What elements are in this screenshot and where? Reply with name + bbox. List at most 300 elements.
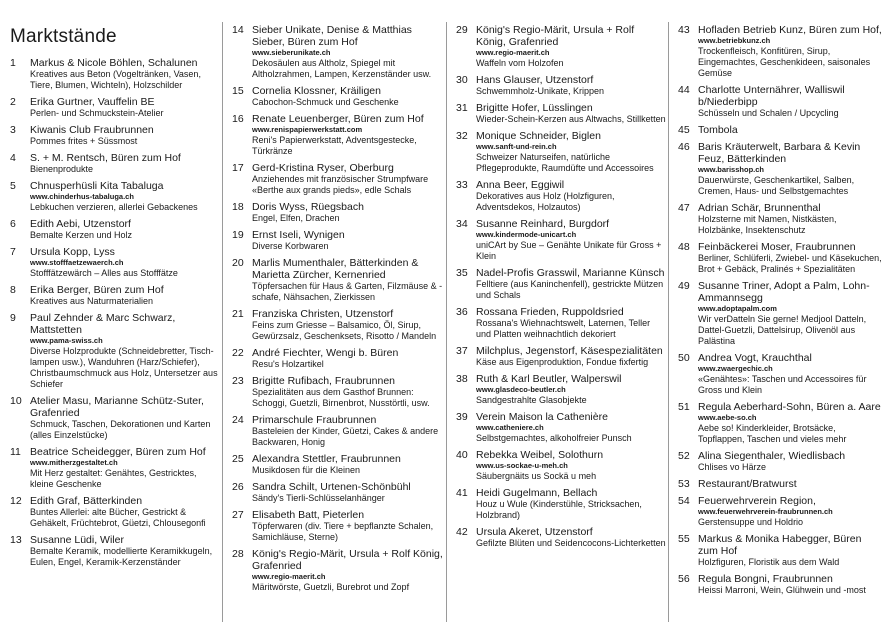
column-1 <box>10 24 220 573</box>
stand-name: Charlotte Unternährer, Walliswil b/Niederbipp <box>698 84 845 108</box>
stand-number: 25 <box>232 453 244 465</box>
stand-description: Rossana's Wiehnachtswelt, Laternen, Teller und Platten weihnachtlich dekoriert <box>476 318 651 339</box>
market-stand-entry <box>10 495 220 529</box>
stand-details <box>30 495 220 529</box>
stand-description: Wieder-Schein-Kerzen aus Altwachs, Stillketten <box>476 114 666 124</box>
market-stand-entry <box>232 85 444 108</box>
stand-name: Feinbäckerei Moser, Fraubrunnen <box>698 241 856 253</box>
stand-number: 50 <box>678 352 690 364</box>
stand-description: Bienenprodukte <box>30 164 94 174</box>
stand-details <box>698 241 883 275</box>
stand-number: 28 <box>232 548 244 560</box>
market-stand-entry <box>456 487 666 521</box>
stand-name: Edith Aebi, Utzenstorf <box>30 218 131 230</box>
stand-details <box>252 308 444 342</box>
stand-description: Resu's Holzartikel <box>252 359 324 369</box>
stand-details <box>476 526 666 549</box>
stand-name: André Fiechter, Wengi b. Büren <box>252 347 399 359</box>
market-stand-entry <box>456 411 666 444</box>
stand-details <box>698 141 883 197</box>
stand-details <box>30 218 220 241</box>
stand-description: Lebkuchen verzieren, allerlei Gebackenes <box>30 202 198 212</box>
stand-description: «Genähtes»: Taschen und Accessoires für Gross und Klein <box>698 374 867 395</box>
stand-details <box>476 102 666 125</box>
stand-name: Alina Siegenthaler, Wiedlisbach <box>698 450 846 462</box>
stand-description: Kreatives aus Beton (Vogeltränken, Vasen, Tiere, Blumen, Wichteln), Holzschilder <box>30 69 201 90</box>
stand-number: 8 <box>10 284 16 296</box>
stand-name: Hofladen Betrieb Kunz, Büren zum Hof, <box>698 24 882 36</box>
market-stand-entry <box>10 180 220 213</box>
market-stand-entry <box>232 414 444 448</box>
stand-details <box>476 306 666 340</box>
stand-number: 42 <box>456 526 468 538</box>
stand-name: Cornelia Klossner, Kräiligen <box>252 85 381 97</box>
stand-name: Adrian Schär, Brunnenthal <box>698 202 821 214</box>
stand-name: Regula Bongni, Fraubrunnen <box>698 573 833 585</box>
market-stand-entry <box>678 241 883 275</box>
market-stand-entry <box>456 102 666 125</box>
stand-description: Töpfersachen für Haus & Garten, Filzmäuse & -schafe, Nähsachen, Zierkissen <box>252 281 443 302</box>
stand-name: S. + M. Rentsch, Büren zum Hof <box>30 152 181 164</box>
market-stand-entry <box>10 446 220 490</box>
stand-description: Töpferwaren (div. Tiere + bepflanzte Schalen, Samichläuse, Sterne) <box>252 521 434 542</box>
market-stand-entry <box>456 218 666 262</box>
stand-website: www.zwaergechic.ch <box>698 364 773 373</box>
stand-name: Ursula Kopp, Lyss <box>30 246 115 258</box>
stand-number: 54 <box>678 495 690 507</box>
stand-number: 3 <box>10 124 16 136</box>
stand-description: Wir verDatteln Sie gerne! Medjool Datteln, Dattel-Guetzli, Dattelsirup, Olivenöl aus Palästina <box>698 314 867 346</box>
column-divider <box>222 22 223 622</box>
stand-number: 41 <box>456 487 468 499</box>
stand-name: Susanne Lüdi, Wiler <box>30 534 124 546</box>
market-stand-entry <box>678 495 883 528</box>
market-stand-entry <box>10 152 220 175</box>
stand-number: 49 <box>678 280 690 292</box>
stand-number: 6 <box>10 218 16 230</box>
stand-details <box>30 57 220 91</box>
stand-details <box>698 478 883 490</box>
stand-number: 26 <box>232 481 244 493</box>
stand-description: Cabochon-Schmuck und Geschenke <box>252 97 399 107</box>
stand-name: Sandra Schilt, Urtenen-Schönbühl <box>252 481 411 493</box>
stand-description: Kreatives aus Naturmaterialien <box>30 296 154 306</box>
market-stand-entry <box>678 450 883 473</box>
stand-description: Heissi Marroni, Wein, Glühwein und -most <box>698 585 866 595</box>
market-stand-entry <box>678 478 883 490</box>
stand-website: www.pama-swiss.ch <box>30 336 103 345</box>
stand-details <box>252 257 444 303</box>
stand-details <box>476 218 666 262</box>
stand-description: Märitwörste, Guetzli, Burebrot und Zopf <box>252 582 410 592</box>
stand-details <box>30 312 220 390</box>
stand-website: www.regio-maerit.ch <box>252 572 326 581</box>
market-stand-entry <box>456 24 666 69</box>
market-stand-entry <box>678 533 883 568</box>
market-stand-entry <box>456 179 666 213</box>
stand-description: Holzsterne mit Namen, Nistkästen, Holzbänke, Insektenschutz <box>698 214 837 235</box>
market-stand-entry <box>678 124 883 136</box>
stand-number: 40 <box>456 449 468 461</box>
stand-number: 19 <box>232 229 244 241</box>
stand-name: Brigitte Hofer, Lüsslingen <box>476 102 593 114</box>
market-stand-entry <box>232 201 444 224</box>
stand-name: Andrea Vogt, Krauchthal <box>698 352 812 364</box>
stand-number: 7 <box>10 246 16 258</box>
stand-number: 13 <box>10 534 22 546</box>
stand-details <box>252 162 444 196</box>
column-4 <box>678 24 883 601</box>
stand-description: Engel, Elfen, Drachen <box>252 213 340 223</box>
stand-details <box>476 267 666 301</box>
stand-website: www.sieberunikate.ch <box>252 48 331 57</box>
stand-name: Baris Kräuterwelt, Barbara & Kevin Feuz, Bätterkinden <box>698 141 861 165</box>
market-stand-entry <box>10 284 220 307</box>
market-stand-entry <box>10 57 220 91</box>
stand-description: Schmuck, Taschen, Dekorationen und Karten (alles Einzelstücke) <box>30 419 211 440</box>
stand-description: Schwemmholz-Unikate, Krippen <box>476 86 605 96</box>
stand-name: Edith Graf, Bätterkinden <box>30 495 143 507</box>
page-title: Marktstände <box>10 26 117 47</box>
stand-description: Waffeln vom Holzofen <box>476 58 564 68</box>
stand-details <box>252 509 444 543</box>
market-stand-entry <box>232 509 444 543</box>
stand-name: Elisabeth Batt, Pieterlen <box>252 509 365 521</box>
stand-number: 43 <box>678 24 690 36</box>
stand-details <box>698 573 883 596</box>
stand-name: Beatrice Scheidegger, Büren zum Hof <box>30 446 206 458</box>
stand-number: 32 <box>456 130 468 142</box>
stand-number: 36 <box>456 306 468 318</box>
stand-details <box>30 284 220 307</box>
stand-details <box>476 345 666 368</box>
stand-website: www.feuerwehrverein-fraubrunnen.ch <box>698 507 833 516</box>
stand-number: 46 <box>678 141 690 153</box>
market-stand-entry <box>678 84 883 119</box>
market-stand-entry <box>232 162 444 196</box>
stand-description: Gerstensuppe und Holdrio <box>698 517 804 527</box>
stand-name: Sieber Unikate, Denise & Matthias Sieber, Büren zum Hof <box>252 24 412 48</box>
market-stand-entry <box>678 24 883 79</box>
stand-description: Holzfiguren, Floristik aus dem Wald <box>698 557 840 567</box>
stand-name: Monique Schneider, Biglen <box>476 130 601 142</box>
stand-name: Anna Beer, Eggiwil <box>476 179 565 191</box>
market-stand-entry <box>456 306 666 340</box>
stand-number: 17 <box>232 162 244 174</box>
stand-details <box>476 449 666 482</box>
stand-number: 2 <box>10 96 16 108</box>
stand-details <box>476 74 666 97</box>
stand-description: Käse aus Eigenproduktion, Fondue fixfertig <box>476 357 649 367</box>
stand-number: 1 <box>10 57 16 69</box>
stand-details <box>252 453 444 476</box>
stand-description: uniCArt by Sue – Genähte Unikate für Gross + Klein <box>476 240 662 261</box>
stand-website: www.regio-maerit.ch <box>476 48 550 57</box>
stand-name: Markus & Nicole Böhlen, Schalunen <box>30 57 198 69</box>
stand-description: Diverse Korbwaren <box>252 241 329 251</box>
stand-name: Hans Glauser, Utzenstorf <box>476 74 594 86</box>
market-stand-entry <box>232 113 444 157</box>
stand-description: Chlises vo Härze <box>698 462 767 472</box>
stand-name: Brigitte Rufibach, Fraubrunnen <box>252 375 395 387</box>
market-stand-entry <box>456 449 666 482</box>
market-stand-entry <box>456 526 666 549</box>
stand-number: 48 <box>678 241 690 253</box>
stand-number: 35 <box>456 267 468 279</box>
stand-website: www.chinderhus-tabaluga.ch <box>30 192 134 201</box>
stand-name: Feuerwehrverein Region, <box>698 495 816 507</box>
stand-name: Franziska Christen, Utzenstorf <box>252 308 394 320</box>
stand-website: www.sanft-und-rein.ch <box>476 142 557 151</box>
market-stand-entry <box>678 352 883 396</box>
stand-number: 47 <box>678 202 690 214</box>
stand-name: Renate Leuenberger, Büren zum Hof <box>252 113 424 125</box>
column-2 <box>232 24 444 598</box>
stand-description: Pommes frites + Süssmost <box>30 136 138 146</box>
stand-number: 31 <box>456 102 468 114</box>
stand-name: Erika Berger, Büren zum Hof <box>30 284 164 296</box>
market-stand-entry <box>10 395 220 441</box>
stand-number: 11 <box>10 446 21 458</box>
column-3 <box>456 24 666 554</box>
stand-name: Rossana Frieden, Ruppoldsried <box>476 306 624 318</box>
market-stand-entry <box>678 141 883 197</box>
stand-details <box>698 450 883 473</box>
stand-name: Primarschule Fraubrunnen <box>252 414 377 426</box>
stand-description: Reni's Papierwerkstatt, Adventsgestecke, Türkränze <box>252 135 417 156</box>
stand-details <box>30 446 220 490</box>
stand-name: Ruth & Karl Beutler, Walperswil <box>476 373 622 385</box>
stand-name: Ernst Iseli, Wynigen <box>252 229 345 241</box>
stand-details <box>698 24 883 79</box>
market-stand-entry <box>678 202 883 236</box>
stand-description: Spezialitäten aus dem Gasthof Brunnen: Schoggi, Guetzli, Birnenbrot, Nusstörtli, usw. <box>252 387 430 408</box>
stand-details <box>698 401 883 445</box>
stand-number: 10 <box>10 395 22 407</box>
stand-details <box>30 246 220 279</box>
stand-number: 52 <box>678 450 690 462</box>
stand-name: Nadel-Profis Grasswil, Marianne Künsch <box>476 267 665 279</box>
stand-name: König's Regio-Märit, Ursula + Rolf König, Grafenried <box>252 548 443 572</box>
stand-details <box>252 347 444 370</box>
stand-website: www.stofffaetzewaerch.ch <box>30 258 124 267</box>
stand-number: 20 <box>232 257 244 269</box>
stand-website: www.mitherzgestaltet.ch <box>30 458 118 467</box>
stand-details <box>698 533 883 568</box>
stand-description: Sandgestrahlte Glasobjekte <box>476 395 587 405</box>
market-stand-entry <box>232 481 444 504</box>
stand-name: Kiwanis Club Fraubrunnen <box>30 124 154 136</box>
stand-website: www.renispapierwerkstatt.com <box>252 125 363 134</box>
stand-website: www.barisshop.ch <box>698 165 764 174</box>
stand-name: Verein Maison la Cathenière <box>476 411 608 423</box>
stand-description: Sändy's Tierli-Schlüsselanhänger <box>252 493 385 503</box>
stand-website: www.adoptapalm.com <box>698 304 777 313</box>
stand-details <box>476 24 666 69</box>
stand-description: Felltiere (aus Kaninchenfell), gestrickte Mützen und Schals <box>476 279 664 300</box>
stand-number: 44 <box>678 84 690 96</box>
column-divider <box>668 22 669 622</box>
stand-name: Paul Zehnder & Marc Schwarz, Mattstetten <box>30 312 176 336</box>
market-stand-entry <box>232 24 444 80</box>
market-stand-entry <box>232 229 444 252</box>
stand-description: Houz u Wule (Kinderstühle, Stricksachen, Holzbrand) <box>476 499 642 520</box>
stand-number: 21 <box>232 308 244 320</box>
stand-number: 45 <box>678 124 690 136</box>
stand-name: Tombola <box>698 124 738 136</box>
stand-details <box>476 487 666 521</box>
stand-number: 30 <box>456 74 468 86</box>
stand-description: Bemalte Kerzen und Holz <box>30 230 133 240</box>
stand-details <box>30 152 220 175</box>
stand-name: Ursula Akeret, Utzenstorf <box>476 526 593 538</box>
market-stand-entry <box>232 548 444 593</box>
stand-name: Atelier Masu, Marianne Schütz-Suter, Grafenried <box>30 395 204 419</box>
stand-number: 14 <box>232 24 244 36</box>
stand-description: Diverse Holzprodukte (Schneidebretter, Tisch-lampen usw.), Wanduhren (Harz/Schiefer), Christbaumschmuck aus Holz, Untersetzer aus Schiefer <box>30 346 218 389</box>
stand-details <box>476 179 666 213</box>
market-stand-entry <box>456 345 666 368</box>
stand-number: 53 <box>678 478 690 490</box>
column-divider <box>446 22 447 622</box>
market-stand-entry <box>10 246 220 279</box>
stand-description: Buntes Allerlei: alte Bücher, Gestrickt & Gehäkelt, Früchtebrot, Güetzi, Chlousegonfi <box>30 507 206 528</box>
stand-details <box>252 24 444 80</box>
stand-details <box>30 180 220 213</box>
stand-details <box>698 495 883 528</box>
stand-description: Säubergnäits us Sockä u meh <box>476 471 597 481</box>
stand-details <box>30 124 220 147</box>
stand-details <box>252 481 444 504</box>
stand-name: Regula Aeberhard-Sohn, Büren a. Aare <box>698 401 881 413</box>
stand-name: Markus & Monika Habegger, Büren zum Hof <box>698 533 862 557</box>
stand-details <box>252 414 444 448</box>
stand-description: Berliner, Schlüferli, Zwiebel- und Käsekuchen, Brot + Gebäck, Pralinés + Spezialitäten <box>698 253 882 274</box>
stand-description: Anziehendes mit französischer Strumpfware «Berthe aux grands pieds», edle Schals <box>252 174 429 195</box>
stand-website: www.glasdeco-beutler.ch <box>476 385 566 394</box>
market-stand-entry <box>232 375 444 409</box>
market-stand-entry <box>10 124 220 147</box>
stand-details <box>698 202 883 236</box>
market-stand-entry <box>10 312 220 390</box>
stand-description: Musikdosen für die Kleinen <box>252 465 361 475</box>
stand-number: 5 <box>10 180 16 192</box>
stand-website: www.us-sockae-u-meh.ch <box>476 461 568 470</box>
market-stand-entry <box>10 218 220 241</box>
stand-number: 15 <box>232 85 244 97</box>
stand-name: Alexandra Stettler, Fraubrunnen <box>252 453 401 465</box>
stand-details <box>30 395 220 441</box>
stand-details <box>252 229 444 252</box>
stand-name: Susanne Reinhard, Burgdorf <box>476 218 610 230</box>
stand-name: Erika Gurtner, Vauffelin BE <box>30 96 155 108</box>
stand-number: 12 <box>10 495 22 507</box>
stand-name: Doris Wyss, Rüegsbach <box>252 201 364 213</box>
stand-website: www.catheniere.ch <box>476 423 544 432</box>
stand-details <box>252 85 444 108</box>
market-stand-entry <box>678 401 883 445</box>
market-stand-entry <box>10 96 220 119</box>
stand-number: 39 <box>456 411 468 423</box>
stand-details <box>30 534 220 568</box>
stand-description: Mit Herz gestaltet: Genähtes, Gestricktes, kleine Geschenke <box>30 468 197 489</box>
stand-name: Marlis Mumenthaler, Bätterkinden & Marietta Zürcher, Kernenried <box>252 257 419 281</box>
market-stand-entry <box>232 308 444 342</box>
stand-name: Susanne Triner, Adopt a Palm, Lohn-Ammannsegg <box>698 280 870 304</box>
stand-name: Milchplus, Jegenstorf, Käsespezialitäten <box>476 345 663 357</box>
stand-number: 56 <box>678 573 690 585</box>
stand-details <box>476 411 666 444</box>
stand-number: 18 <box>232 201 244 213</box>
stand-description: Stofffätzewärch – Alles aus Stofffätze <box>30 268 178 278</box>
stand-description: Dauerwürste, Geschenkartikel, Salben, Cremen, Haus- und Selbstgemachtes <box>698 175 855 196</box>
stand-number: 29 <box>456 24 468 36</box>
stand-number: 38 <box>456 373 468 385</box>
stand-number: 23 <box>232 375 244 387</box>
stand-name: König's Regio-Märit, Ursula + Rolf König, Grafenried <box>476 24 635 48</box>
market-stand-entry <box>678 573 883 596</box>
stand-name: Chnusperhüsli Kita Tabaluga <box>30 180 164 192</box>
stand-number: 33 <box>456 179 468 191</box>
stand-details <box>30 96 220 119</box>
market-stand-entry <box>456 130 666 174</box>
market-stand-entry <box>10 534 220 568</box>
stand-description: Selbstgemachtes, alkoholfreier Punsch <box>476 433 632 443</box>
stand-number: 22 <box>232 347 244 359</box>
stand-details <box>476 130 666 174</box>
stand-description: Dekoratives aus Holz (Holzfiguren, Adventsdekos, Holzautos) <box>476 191 615 212</box>
stand-description: Schweizer Naturseifen, natürliche Pflegeprodukte, Raumdüfte und Accessoires <box>476 152 654 173</box>
stand-number: 24 <box>232 414 244 426</box>
stand-details <box>476 373 666 406</box>
stand-website: www.aebe-so.ch <box>698 413 757 422</box>
stand-name: Heidi Gugelmann, Bellach <box>476 487 598 499</box>
market-stand-entry <box>232 257 444 303</box>
stand-website: www.betriebkunz.ch <box>698 36 771 45</box>
market-stand-entry <box>456 74 666 97</box>
stand-description: Feins zum Griesse – Balsamico, Öl, Sirup, Gewürzsalz, Geschenksets, Risotto / Mandeln <box>252 320 437 341</box>
market-stand-entry <box>232 453 444 476</box>
stand-details <box>698 84 883 119</box>
stand-description: Gefilzte Blüten und Seidencocons-Lichterketten <box>476 538 666 548</box>
market-stand-entry <box>456 373 666 406</box>
stand-details <box>252 375 444 409</box>
stand-name: Restaurant/Bratwurst <box>698 478 797 490</box>
stand-details <box>252 113 444 157</box>
stand-name: Gerd-Kristina Ryser, Oberburg <box>252 162 394 174</box>
stand-details <box>698 280 883 347</box>
stand-number: 37 <box>456 345 468 357</box>
stand-description: Dekosäulen aus Altholz, Spiegel mit Altholzrahmen, Lampen, Kerzenständer usw. <box>252 58 432 79</box>
stand-description: Schüsseln und Schalen / Upcycling <box>698 108 839 118</box>
stand-website: www.kindermode-unicart.ch <box>476 230 577 239</box>
stand-number: 9 <box>10 312 16 324</box>
stand-details <box>252 201 444 224</box>
market-stand-entry <box>678 280 883 347</box>
stand-number: 51 <box>678 401 690 413</box>
stand-number: 55 <box>678 533 690 545</box>
market-stand-entry <box>232 347 444 370</box>
stand-details <box>698 124 883 136</box>
stand-description: Bemalte Keramik, modellierte Keramikkugeln, Eulen, Engel, Keramik-Kerzenständer <box>30 546 213 567</box>
stand-number: 4 <box>10 152 16 164</box>
stand-name: Rebekka Weibel, Solothurn <box>476 449 604 461</box>
stand-details <box>698 352 883 396</box>
stand-details <box>252 548 444 593</box>
stand-description: Perlen- und Schmuckstein-Atelier <box>30 108 164 118</box>
stand-number: 34 <box>456 218 468 230</box>
stand-description: Basteleien der Kinder, Güetzi, Cakes & andere Backwaren, Honig <box>252 426 439 447</box>
